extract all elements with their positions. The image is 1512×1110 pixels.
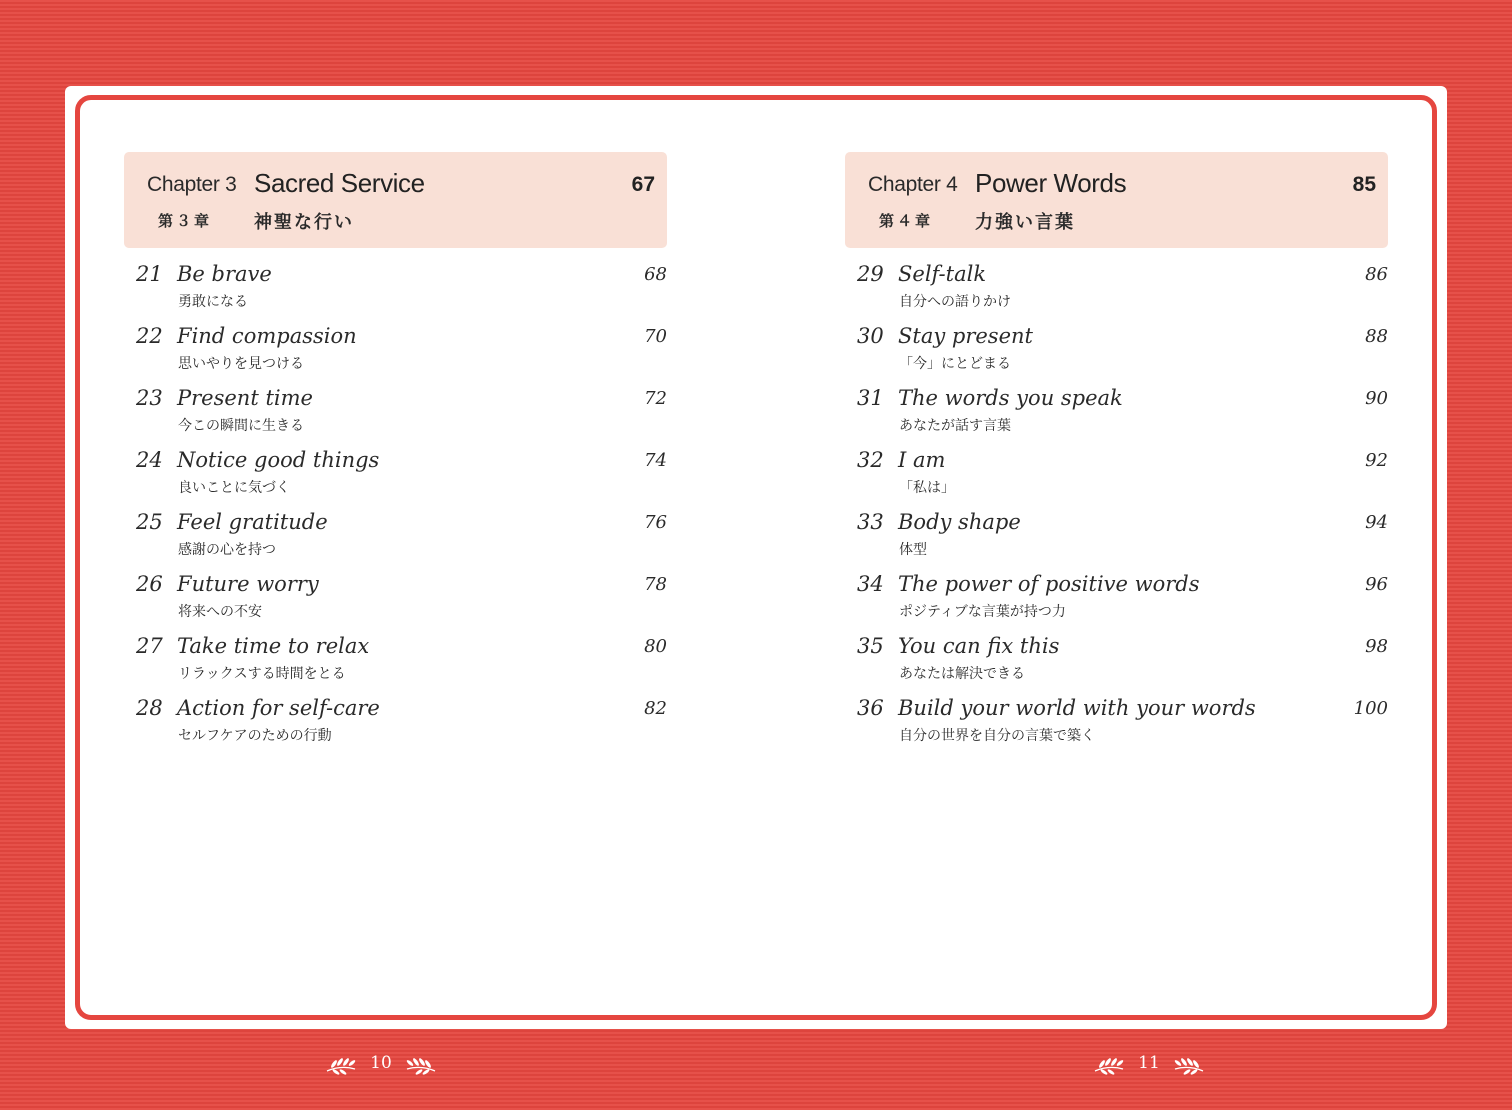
toc-entry[interactable]: [845, 448, 1388, 510]
entry-number: 29: [857, 262, 884, 286]
chapter-page-number: 67: [631, 173, 655, 196]
leaf-sprig-icon: [405, 1051, 437, 1075]
entry-title-jp: 「私は」: [899, 480, 955, 496]
entry-title-jp: あなたは解決できる: [899, 666, 1025, 682]
toc-entry[interactable]: [845, 386, 1388, 448]
toc-entry[interactable]: [124, 696, 667, 758]
toc-entry[interactable]: [845, 634, 1388, 696]
entry-title-jp: 将来への不安: [178, 604, 262, 620]
entry-title: Find compassion: [177, 324, 357, 348]
entry-title-jp: 勇敢になる: [178, 294, 248, 310]
left-page-contents: [124, 152, 667, 758]
entry-title-jp: あなたが話す言葉: [899, 418, 1011, 434]
chapter-title-jp: 力強い言葉: [975, 212, 1075, 233]
chapter-page-number: 85: [1352, 173, 1376, 196]
entry-title-jp: 感謝の心を持つ: [178, 542, 276, 558]
toc-entry[interactable]: [124, 510, 667, 572]
entry-number: 30: [857, 324, 884, 348]
entry-title-jp: 自分への語りかけ: [899, 294, 1011, 310]
entry-page-number: 80: [644, 636, 667, 657]
entry-title-jp: セルフケアのための行動: [178, 728, 332, 744]
entry-page-number: 98: [1365, 636, 1388, 657]
entry-title-jp: 自分の世界を自分の言葉で築く: [899, 728, 1095, 744]
entry-number: 36: [857, 696, 884, 720]
chapter-label-jp: 第４章: [879, 212, 934, 230]
entry-title: Action for self-care: [177, 696, 380, 720]
entry-page-number: 72: [644, 388, 667, 409]
entry-title: Notice good things: [177, 448, 380, 472]
entry-title: Stay present: [898, 324, 1033, 348]
entry-page-number: 78: [644, 574, 667, 595]
toc-entry[interactable]: [124, 572, 667, 634]
entry-title-jp: 体型: [899, 542, 927, 558]
entry-number: 23: [136, 386, 163, 410]
toc-entry[interactable]: [845, 572, 1388, 634]
toc-entry[interactable]: [124, 448, 667, 510]
entry-title-jp: 今この瞬間に生きる: [178, 418, 304, 434]
entry-title: The power of positive words: [898, 572, 1200, 596]
entry-number: 25: [136, 510, 163, 534]
entry-number: 31: [857, 386, 884, 410]
right-page-contents: [845, 152, 1388, 758]
toc-entry[interactable]: [845, 696, 1388, 758]
entry-title: Self-talk: [898, 262, 987, 286]
toc-entry[interactable]: [845, 324, 1388, 386]
entry-title-jp: リラックスする時間をとる: [178, 666, 346, 682]
entry-page-number: 90: [1365, 388, 1388, 409]
entry-title: Feel gratitude: [177, 510, 328, 534]
chapter-title: Power Words: [975, 168, 1127, 198]
entry-number: 34: [857, 572, 884, 596]
entry-number: 35: [857, 634, 884, 658]
folio-right: [1093, 1049, 1205, 1077]
entry-title: I am: [898, 448, 946, 472]
entry-page-number: 88: [1365, 326, 1388, 347]
entry-number: 33: [857, 510, 884, 534]
entry-title: Build your world with your words: [898, 696, 1256, 720]
chapter-label: Chapter 3: [147, 173, 237, 196]
entry-page-number: 86: [1365, 264, 1388, 285]
entry-title: You can fix this: [898, 634, 1060, 658]
entry-number: 28: [136, 696, 163, 720]
chapter-title: Sacred Service: [254, 168, 425, 198]
entry-page-number: 96: [1365, 574, 1388, 595]
toc-entries: [124, 262, 667, 758]
entry-title: Be brave: [177, 262, 272, 286]
chapter-header: [845, 152, 1388, 248]
entry-page-number: 92: [1365, 450, 1388, 471]
page-number: 10: [370, 1053, 392, 1073]
leaf-sprig-icon: [1093, 1051, 1125, 1075]
entry-number: 24: [136, 448, 163, 472]
toc-entry[interactable]: [124, 262, 667, 324]
entry-page-number: 100: [1353, 698, 1388, 719]
toc-entry[interactable]: [124, 324, 667, 386]
entry-number: 32: [857, 448, 884, 472]
entry-title: Future worry: [177, 572, 319, 596]
entry-page-number: 68: [644, 264, 667, 285]
entry-title: Take time to relax: [177, 634, 370, 658]
toc-entry[interactable]: [124, 634, 667, 696]
entry-title: Present time: [177, 386, 313, 410]
entry-number: 27: [136, 634, 163, 658]
chapter-label-jp: 第３章: [158, 212, 213, 230]
entry-page-number: 76: [644, 512, 667, 533]
toc-entry[interactable]: [845, 510, 1388, 572]
entry-page-number: 82: [644, 698, 667, 719]
toc-entries: [845, 262, 1388, 758]
entry-page-number: 94: [1365, 512, 1388, 533]
chapter-label: Chapter 4: [868, 173, 958, 196]
entry-title-jp: 良いことに気づく: [178, 480, 290, 496]
entry-title-jp: 思いやりを見つける: [178, 356, 304, 372]
leaf-sprig-icon: [325, 1051, 357, 1075]
entry-title-jp: ポジティブな言葉が持つ力: [899, 604, 1066, 620]
entry-page-number: 70: [644, 326, 667, 347]
page-number: 11: [1138, 1053, 1160, 1073]
entry-title-jp: 「今」にとどまる: [899, 356, 1011, 372]
leaf-sprig-icon: [1173, 1051, 1205, 1075]
toc-entry[interactable]: [124, 386, 667, 448]
entry-page-number: 74: [644, 450, 667, 471]
entry-number: 26: [136, 572, 163, 596]
chapter-header: [124, 152, 667, 248]
entry-title: The words you speak: [898, 386, 1123, 410]
folio-left: [325, 1049, 437, 1077]
entry-title: Body shape: [898, 510, 1021, 534]
entry-number: 21: [136, 262, 163, 286]
chapter-title-jp: 神聖な行い: [254, 212, 354, 233]
toc-entry[interactable]: [845, 262, 1388, 324]
entry-number: 22: [136, 324, 163, 348]
